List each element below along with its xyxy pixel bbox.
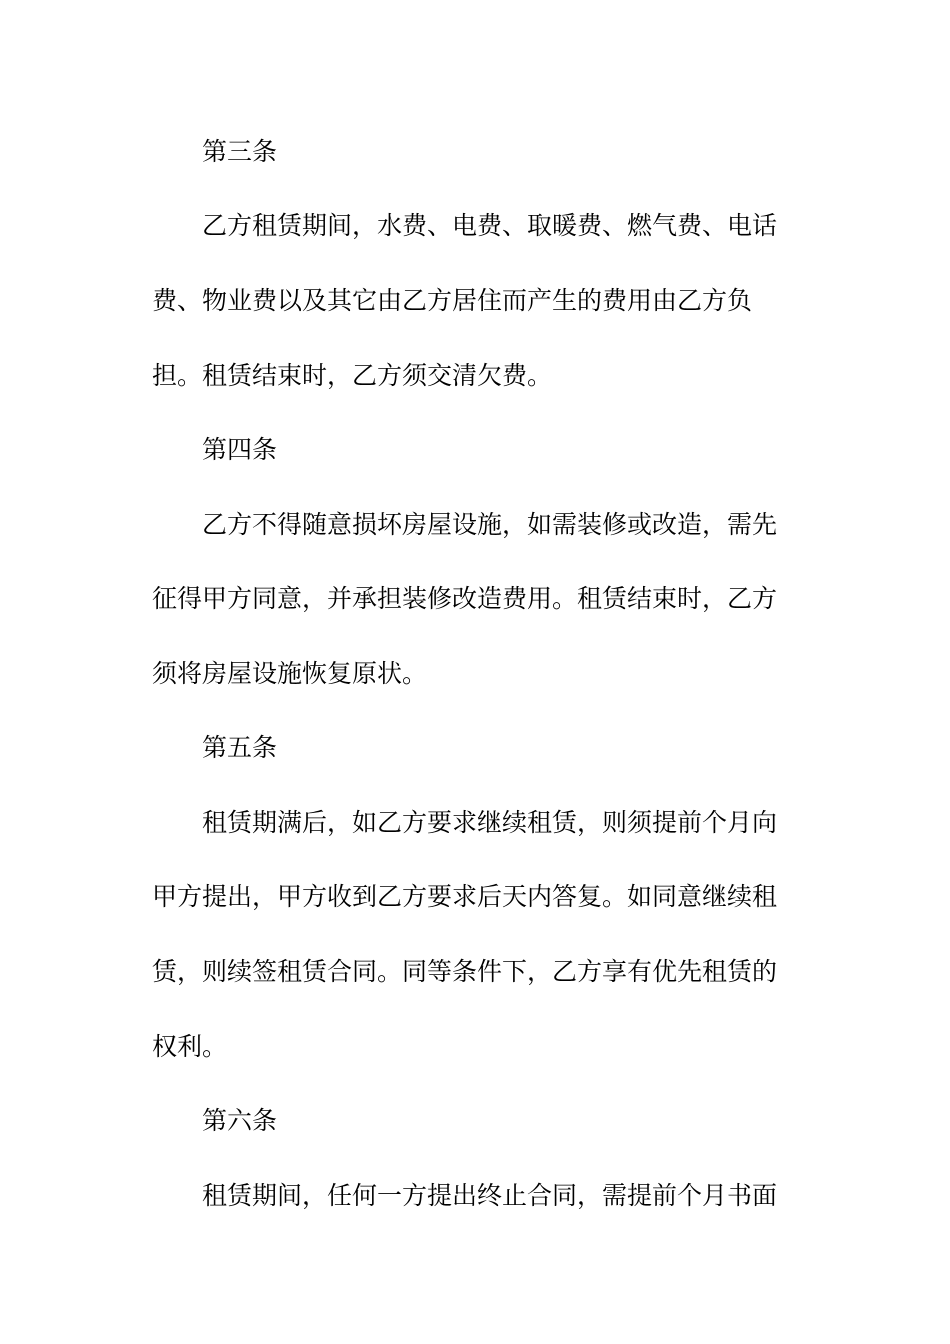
article-3-text-line-3: 担。租赁结束时，乙方须交清欠费。 [152,361,553,390]
article-5-text-line-2: 甲方提出，甲方收到乙方要求后天内答复。如同意继续租 [152,882,778,911]
article-3-heading: 第三条 [202,137,278,166]
article-5-heading: 第五条 [202,733,278,762]
article-4-text-line-2: 征得甲方同意，并承担装修改造费用。租赁结束时，乙方 [152,584,778,613]
article-6-text-line-1: 租赁期间，任何一方提出终止合同，需提前个月书面 [202,1181,778,1210]
article-4-text-line-1: 乙方不得随意损坏房屋设施，如需装修或改造，需先 [202,510,778,539]
article-3-text-line-2: 费、物业费以及其它由乙方居住而产生的费用由乙方负 [152,286,753,315]
article-4-heading: 第四条 [202,435,278,464]
article-6-heading: 第六条 [202,1106,278,1135]
article-5-text-line-1: 租赁期满后，如乙方要求继续租赁，则须提前个月向 [202,808,778,837]
article-4-text-line-3: 须将房屋设施恢复原状。 [152,659,428,688]
article-3-text-line-1: 乙方租赁期间，水费、电费、取暖费、燃气费、电话 [202,211,778,240]
article-5-text-line-3: 赁，则续签租赁合同。同等条件下，乙方享有优先租赁的 [152,957,778,986]
article-5-text-line-4: 权利。 [152,1032,228,1061]
